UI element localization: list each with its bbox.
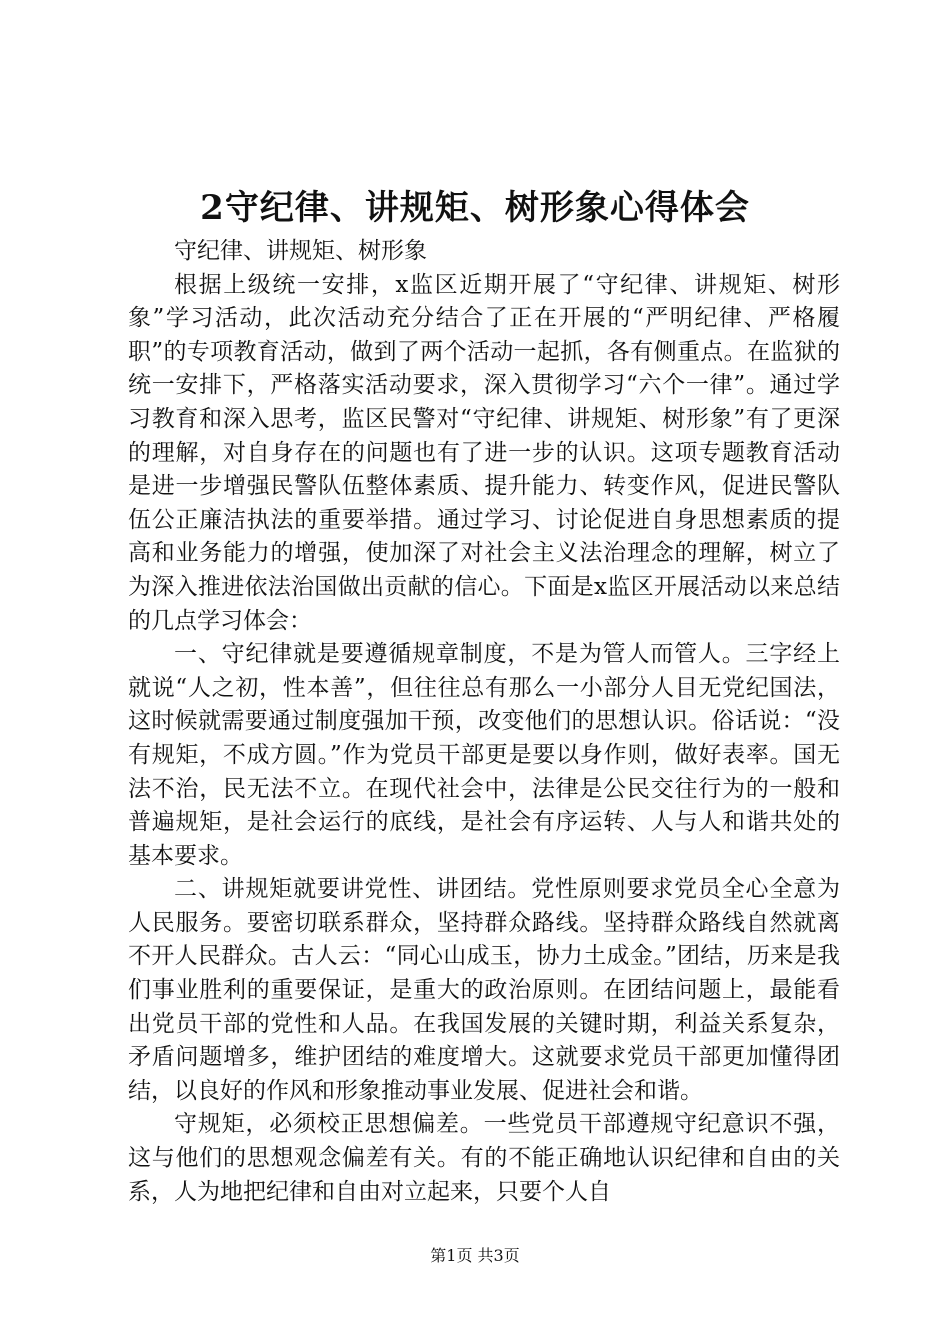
paragraph-rules: 守规矩，必须校正思想偏差。一些党员干部遵规守纪意识不强，这与他们的思想观念偏差有关。有的不能正确地认识纪律和自由的关系，人为地把纪律和自由对立起来，只要个人自 bbox=[128, 1111, 840, 1205]
document-title: 2守纪律、讲规矩、树形象心得体会 bbox=[200, 188, 750, 228]
paragraph-intro: 根据上级统一安排，x监区近期开展了“守纪律、讲规矩、树形象”学习活动，此次活动充分结合了正在开展的“严明纪律、严格履职”的专项教育活动，做到了两个活动一起抓，各有侧重点。在监狱的统一安排下，严格落实活动要求，深入贯彻学习“六个一律”。通过学习教育和深入思考，监区民警对“守纪律、讲规矩、树形象”有了更深的理解，对自身存在的问题也有了进一步的认识。这项专题教育活动是进一步增强民警队伍整体素质、提升能力、转变作风，促进民警队伍公正廉洁执法的重要举措。通过学习、讨论促进自身思想素质的提高和业务能力的增强，使加深了对社会主义法治理念的理解，树立了为深入推进依法治国做出贡献的信心。下面是x监区开展活动以来总结的几点学习体会： bbox=[128, 271, 840, 634]
paragraph-point-two: 二、讲规矩就要讲党性、讲团结。党性原则要求党员全心全意为人民服务。要密切联系群众，坚持群众路线。坚持群众路线自然就离不开人民群众。古人云：“同心山成玉，协力土成金。”团结，历来是我们事业胜利的重要保证，是重大的政治原则。在团结问题上，最能看出党员干部的党性和人品。在我国发展的关键时期，利益关系复杂，矛盾问题增多，维护团结的难度增大。这就要求党员干部更加懂得团结，以良好的作风和形象推动事业发展、促进社会和谐。 bbox=[128, 876, 840, 1104]
page-number-footer: 第1页 共3页 bbox=[430, 1246, 520, 1265]
document-body bbox=[128, 235, 840, 1209]
paragraph-subtitle: 守纪律、讲规矩、树形象 bbox=[174, 238, 427, 264]
paragraph-point-one: 一、守纪律就是要遵循规章制度，不是为管人而管人。三字经上就说“人之初，性本善”，但往往总有那么一小部分人目无党纪国法，这时候就需要通过制度强加干预，改变他们的思想认识。俗话说：“没有规矩，不成方圆。”作为党员干部更是要以身作则，做好表率。国无法不治，民无法不立。在现代社会中，法律是公民交往行为的一般和普遍规矩，是社会运行的底线，是社会有序运转、人与人和谐共处的基本要求。 bbox=[128, 641, 840, 869]
